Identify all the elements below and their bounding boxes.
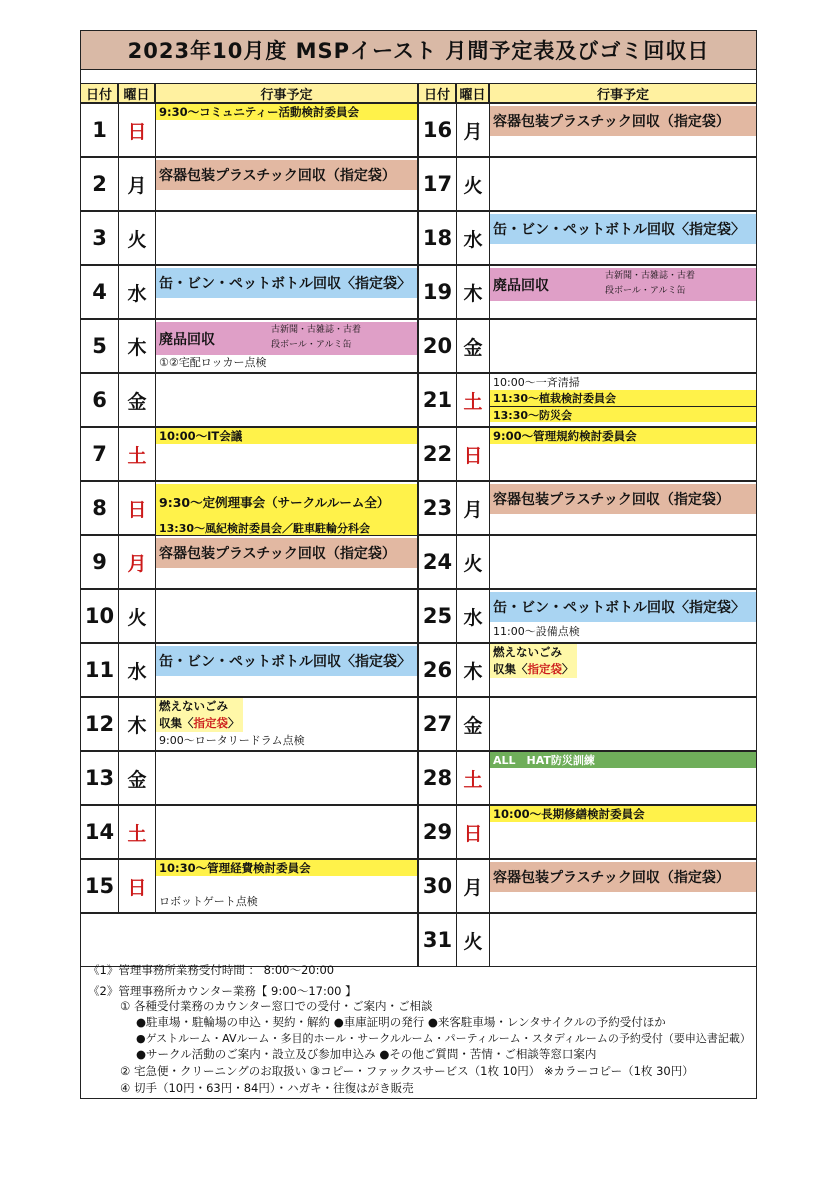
event-cell	[156, 806, 417, 858]
day-row-6	[80, 373, 418, 427]
recycling-label: 廃品回収	[493, 277, 549, 294]
event-cell	[490, 860, 756, 912]
day-row-8	[80, 481, 418, 535]
weekday: 水	[119, 266, 156, 318]
event-cell	[156, 590, 417, 642]
day-number: 19	[419, 266, 457, 318]
event-plastic-collection: 容器包装プラスチック回収（指定袋）	[490, 106, 756, 136]
event-cell	[156, 752, 417, 804]
day-row-13	[80, 751, 418, 805]
event-meeting: 9:30～コミュニティー活動検討委員会	[156, 104, 417, 120]
burn-line-1: 燃えないごみ	[493, 645, 562, 659]
event-meeting: 10:30～管理経費検討委員会	[156, 860, 417, 876]
burn-bag: 指定袋	[527, 662, 562, 676]
event-recycling-collection	[490, 268, 756, 301]
day-number: 10	[81, 590, 119, 642]
weekday: 火	[457, 914, 490, 966]
event-can-bottle-collection: 缶・ビン・ペットボトル回収〈指定袋〉	[490, 214, 756, 244]
day-row-17	[418, 157, 757, 211]
day-number: 11	[81, 644, 119, 696]
weekday: 土	[119, 428, 156, 480]
day-number: 6	[81, 374, 119, 426]
day-number: 23	[419, 482, 457, 534]
empty-cell	[80, 913, 418, 967]
event-nonburnable-collection	[490, 644, 577, 678]
event-cell	[490, 536, 756, 588]
event-can-bottle-collection: 缶・ビン・ペットボトル回収〈指定袋〉	[490, 592, 756, 622]
event-note: 11:00～設備点検	[493, 625, 580, 638]
burn-suffix: 〉	[228, 716, 240, 730]
weekday: 水	[119, 644, 156, 696]
event-cell	[490, 266, 756, 318]
event-cell	[490, 806, 756, 858]
event-board-meeting: 9:30～定例理事会（サークルルーム全）	[156, 484, 417, 520]
event-can-bottle-collection: 缶・ビン・ペットボトル回収〈指定袋〉	[156, 268, 417, 298]
event-group	[490, 374, 756, 422]
recycling-label: 廃品回収	[159, 331, 215, 348]
day-row-25	[418, 589, 757, 643]
burn-suffix: 〉	[562, 662, 574, 676]
event-cell	[156, 428, 417, 480]
event-cell	[156, 644, 417, 696]
page-title: 2023年10月度 MSPイースト 月間予定表及びゴミ回収日	[80, 30, 757, 70]
header-events-right: 行事予定	[489, 83, 757, 103]
day-number: 8	[81, 482, 119, 534]
event-cell	[156, 698, 417, 750]
weekday: 火	[457, 536, 490, 588]
event-meeting: 9:00～管理規約検討委員会	[490, 428, 756, 444]
event-cell	[156, 482, 417, 534]
event-plastic-collection: 容器包装プラスチック回収（指定袋）	[156, 538, 417, 568]
event-disaster-prep: 13:30～防災会	[490, 406, 756, 422]
event-cell	[490, 104, 756, 156]
day-number: 28	[419, 752, 457, 804]
event-meeting: 10:00～IT会議	[156, 428, 417, 444]
header-events: 行事予定	[155, 83, 418, 103]
weekday: 月	[457, 104, 490, 156]
recycling-note-2: 段ボール・アルミ缶	[271, 340, 352, 350]
event-cell	[156, 320, 417, 372]
burn-prefix: 収集〈	[159, 716, 194, 730]
event-cell	[490, 428, 756, 480]
day-number: 7	[81, 428, 119, 480]
day-row-9	[80, 535, 418, 589]
weekday: 火	[119, 212, 156, 264]
day-number: 18	[419, 212, 457, 264]
header-date: 日付	[80, 83, 118, 103]
day-number: 15	[81, 860, 119, 912]
burn-line-2	[493, 661, 574, 678]
day-row-28	[418, 751, 757, 805]
weekday: 金	[119, 374, 156, 426]
day-number: 2	[81, 158, 119, 210]
event-cell	[156, 860, 417, 912]
weekday: 木	[457, 266, 490, 318]
weekday: 日	[119, 104, 156, 156]
note-item-1b: ●ゲストルーム・AVルーム・多目的ホール・サークルルーム・パーティルーム・スタディルームの予約受付（要申込書記載）	[136, 1032, 751, 1045]
day-row-3	[80, 211, 418, 265]
header-weekday: 曜日	[118, 83, 155, 103]
weekday: 日	[119, 860, 156, 912]
weekday: 日	[457, 428, 490, 480]
weekday: 金	[119, 752, 156, 804]
note-counter: 《2》管理事務所カウンター業務【 9:00～17:00 】	[88, 984, 357, 998]
event-cell	[490, 752, 756, 804]
day-number: 29	[419, 806, 457, 858]
weekday: 日	[457, 806, 490, 858]
day-row-4	[80, 265, 418, 319]
day-number: 9	[81, 536, 119, 588]
day-row-10	[80, 589, 418, 643]
day-number: 5	[81, 320, 119, 372]
event-plastic-collection: 容器包装プラスチック回収（指定袋）	[156, 160, 417, 190]
event-meeting: 10:00～長期修繕検討委員会	[490, 806, 756, 822]
day-row-30	[418, 859, 757, 913]
day-number: 20	[419, 320, 457, 372]
day-row-15	[80, 859, 418, 913]
event-cell	[156, 104, 417, 156]
weekday: 火	[119, 590, 156, 642]
day-number: 31	[419, 914, 457, 966]
event-cell	[490, 158, 756, 210]
header-weekday-right: 曜日	[456, 83, 489, 103]
day-row-16	[418, 103, 757, 157]
event-cell	[490, 590, 756, 642]
event-plastic-collection: 容器包装プラスチック回収（指定袋）	[490, 862, 756, 892]
day-row-26	[418, 643, 757, 697]
recycling-note-1: 古新聞・古雑誌・古着	[271, 325, 362, 335]
note-item-2-3: ② 宅急便・クリーニングのお取扱い ③コピー・ファックスサービス（1枚 10円） ※カラーコピー（1枚 30円）	[120, 1064, 694, 1078]
day-row-2	[80, 157, 418, 211]
event-note: ロボットゲート点検	[159, 895, 258, 908]
weekday: 金	[457, 320, 490, 372]
weekday: 月	[457, 482, 490, 534]
event-note: 9:00～ロータリードラム点検	[159, 734, 305, 747]
day-number: 30	[419, 860, 457, 912]
day-number: 3	[81, 212, 119, 264]
day-row-7	[80, 427, 418, 481]
day-row-20	[418, 319, 757, 373]
event-cell	[156, 212, 417, 264]
note-hours: 《1》管理事務所業務受付時間 ： 8:00～20:00	[88, 963, 335, 977]
day-number: 25	[419, 590, 457, 642]
event-cell	[490, 914, 756, 966]
event-cell	[156, 374, 417, 426]
weekday: 木	[457, 644, 490, 696]
weekday: 木	[119, 320, 156, 372]
event-cell	[156, 158, 417, 210]
day-number: 21	[419, 374, 457, 426]
weekday: 土	[457, 374, 490, 426]
event-cell	[490, 482, 756, 534]
burn-bag: 指定袋	[193, 716, 228, 730]
weekday: 土	[119, 806, 156, 858]
event-cell	[490, 320, 756, 372]
event-committee: 13:30～風紀検討委員会／駐車駐輪分科会	[156, 520, 417, 535]
day-row-24	[418, 535, 757, 589]
day-row-21	[418, 373, 757, 427]
weekday: 金	[457, 698, 490, 750]
day-row-27	[418, 697, 757, 751]
note-item-1a: ●駐車場・駐輪場の申込・契約・解約 ●車庫証明の発行 ●来客駐車場・レンタサイクルの予約受付ほか	[136, 1015, 666, 1029]
weekday: 水	[457, 590, 490, 642]
day-number: 13	[81, 752, 119, 804]
note-item-1c: ●サークル活動のご案内・設立及び参加申込み ●その他ご質問・苦情・ご相談等窓口案内	[136, 1047, 597, 1061]
event-note: ①②宅配ロッカー点検	[159, 356, 267, 369]
day-number: 14	[81, 806, 119, 858]
day-row-19	[418, 265, 757, 319]
event-can-bottle-collection: 缶・ビン・ペットボトル回収〈指定袋〉	[156, 646, 417, 676]
weekday: 水	[457, 212, 490, 264]
note-item-1: ① 各種受付業務のカウンター窓口での受付・ご案内・ご相談	[120, 999, 433, 1013]
event-cell	[490, 644, 756, 696]
day-number: 26	[419, 644, 457, 696]
event-recycling-collection	[156, 322, 417, 355]
event-cell	[490, 212, 756, 264]
day-row-1	[80, 103, 418, 157]
event-cell	[156, 536, 417, 588]
day-row-18	[418, 211, 757, 265]
event-cell	[490, 698, 756, 750]
event-drill: ALL HAT防災訓練	[490, 752, 756, 768]
weekday: 木	[119, 698, 156, 750]
day-number: 16	[419, 104, 457, 156]
weekday: 月	[119, 158, 156, 210]
event-cell	[490, 374, 756, 426]
event-cell	[156, 266, 417, 318]
day-row-29	[418, 805, 757, 859]
day-number: 24	[419, 536, 457, 588]
weekday: 月	[457, 860, 490, 912]
event-nonburnable-collection	[156, 698, 243, 732]
day-row-11	[80, 643, 418, 697]
weekday: 土	[457, 752, 490, 804]
day-number: 4	[81, 266, 119, 318]
day-row-14	[80, 805, 418, 859]
day-number: 1	[81, 104, 119, 156]
event-plastic-collection: 容器包装プラスチック回収（指定袋）	[490, 484, 756, 514]
weekday: 月	[119, 536, 156, 588]
recycling-note-2: 段ボール・アルミ缶	[605, 286, 686, 296]
weekday: 火	[457, 158, 490, 210]
day-row-22	[418, 427, 757, 481]
event-cleaning: 10:00～一斉清掃	[493, 376, 580, 389]
recycling-note-1: 古新聞・古雑誌・古着	[605, 271, 696, 281]
day-row-31	[418, 913, 757, 967]
day-number: 17	[419, 158, 457, 210]
burn-prefix: 収集〈	[493, 662, 528, 676]
burn-line-2	[159, 715, 240, 732]
event-planting: 11:30～植栽検討委員会	[490, 390, 756, 406]
day-row-23	[418, 481, 757, 535]
note-item-4: ④ 切手（10円・63円・84円）・ハガキ・往復はがき販売	[120, 1081, 414, 1095]
header-date-right: 日付	[418, 83, 456, 103]
day-row-12	[80, 697, 418, 751]
day-number: 22	[419, 428, 457, 480]
day-row-5	[80, 319, 418, 373]
burn-line-1: 燃えないごみ	[159, 699, 228, 713]
day-number: 27	[419, 698, 457, 750]
weekday: 日	[119, 482, 156, 534]
day-number: 12	[81, 698, 119, 750]
